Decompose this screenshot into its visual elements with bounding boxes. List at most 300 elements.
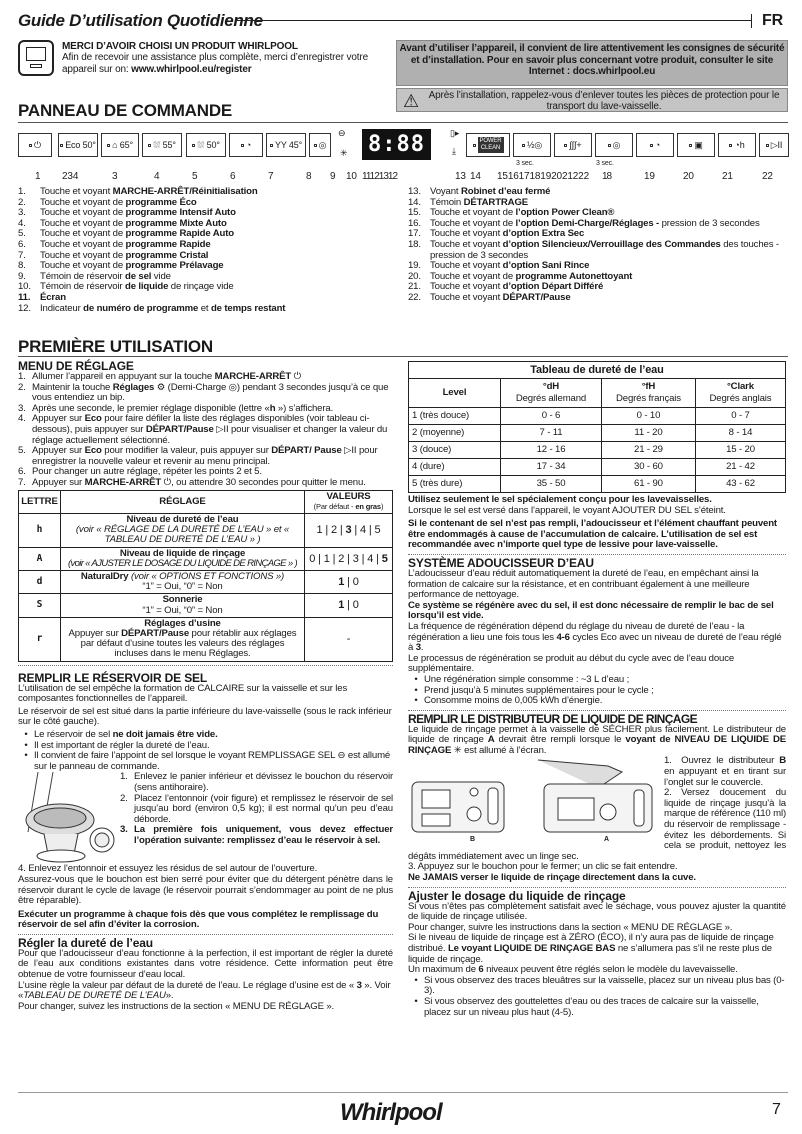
- text-run: pression de 3 secondes: [659, 217, 760, 229]
- button-led: [766, 144, 769, 147]
- bold-run: A: [487, 734, 495, 746]
- hardness-range: 61 - 90: [601, 476, 695, 493]
- self-clean-icon: ▣: [694, 139, 703, 150]
- bold-run: MARCHE-ARRÊT: [214, 371, 292, 382]
- bullet-dot: •: [414, 684, 418, 696]
- button-mixed-auto[interactable]: [142, 133, 182, 157]
- legend-item: [408, 293, 788, 304]
- button-led: [192, 144, 195, 147]
- bold-run: MARCHE-ARRÊT/Réinitialisation: [112, 186, 258, 197]
- salt-note-p1: Lorsque le sel est versé dans l’appareil, le voyant AJOUTER DU SEL s’éteint.: [408, 504, 726, 516]
- legend-text: [40, 304, 285, 315]
- rinse-heading: REMPLIR LE DISTRIBUTEUR DE LIQUIDE DE RINÇAGE: [408, 711, 698, 726]
- step-number: 3.: [120, 824, 128, 836]
- settings-menu-heading: MENU DE RÉGLAGE: [18, 359, 134, 373]
- bold-run: DÉPART/Pause: [121, 627, 190, 639]
- salt-step4: 4. Enlevez l’entonnoir et essuyez les résidus de sel autour de l’ouverture.: [18, 863, 318, 875]
- button-led: [60, 144, 63, 147]
- callout-number: 6: [230, 171, 236, 182]
- section-heading-first-use: PREMIÈRE UTILISATION: [18, 337, 213, 356]
- values-note-end: ): [380, 501, 384, 511]
- callout-number: 234: [62, 171, 79, 182]
- setting-value: 1: [338, 576, 345, 589]
- text-run: Si le niveau de liquide de rinçage est à ZÉRO (ÉCO), il n’y aura pas de liquide de rinçage distribué.: [408, 932, 774, 954]
- text-run: La fréquence de régénération dépend du réglage du niveau de dureté de l’eau - la régénération a lieu une fois tous les: [408, 620, 745, 643]
- legend-list-left: [18, 187, 398, 314]
- unit: °fH: [641, 381, 656, 392]
- divider: [18, 356, 788, 357]
- bullet-item: [408, 997, 786, 1018]
- hardness-row: [409, 442, 786, 459]
- value-sep: |: [315, 552, 324, 565]
- text-run: Touche et voyant: [40, 186, 113, 197]
- setting-options: “1” = Oui, “0” = Non: [142, 581, 223, 593]
- text-run: vide: [151, 270, 171, 282]
- callout-number: 10: [346, 171, 357, 182]
- bold-run: 6: [478, 964, 484, 976]
- step-number: 3.: [18, 402, 26, 414]
- legend-number: 8.: [18, 260, 26, 272]
- button-prewash[interactable]: [309, 133, 331, 157]
- step-number: 5.: [18, 445, 26, 457]
- transport-warning-box: [396, 88, 788, 112]
- salt-p1: L’utilisation de sel empêche la formation de CALCAIRE sur la vaisselle et sur les composantes fonctionnelles de l’appareil.: [18, 682, 348, 705]
- step-text: [134, 794, 393, 826]
- setting-title: Niveau de liquide de rinçage: [119, 547, 246, 559]
- value-sep: |: [322, 524, 332, 537]
- button-silent[interactable]: [595, 133, 633, 157]
- hold-label-silent: 3 sec.: [596, 160, 614, 167]
- button-delay-start[interactable]: [718, 133, 756, 157]
- value-sep: |: [358, 552, 368, 565]
- bold-run: Le voyant LIQUIDE DE RINÇAGE BAS: [447, 942, 616, 954]
- text-run: Touche et voyant de: [40, 207, 126, 219]
- button-sani-rinse[interactable]: [636, 133, 674, 157]
- text-run: Il est important de régler la dureté de l’eau.: [34, 739, 210, 751]
- bullet-dot: •: [24, 739, 28, 751]
- bold-run: programme Prélavage: [125, 260, 224, 272]
- setting-reference: (voir « RÉGLAGE DE LA DURETÉ DE L’EAU » et « TABLEAU DE DURETÉ DE L’EAU » ): [75, 524, 290, 546]
- button-led: [107, 144, 110, 147]
- softener-p2: [408, 622, 786, 654]
- softener-p1: L’adoucisseur d’eau réduit automatiquement la dureté de l’eau, en empêchant ainsi la formation de calcaire sur la résistance, et en contribuant également à une meilleure performance de nettoyage.: [408, 567, 759, 601]
- rinse-adjust-bullets: [408, 976, 786, 1018]
- text-run: ») s’affichera.: [275, 402, 334, 414]
- hardness-range: 30 - 60: [601, 459, 695, 476]
- value-sep: |: [344, 599, 353, 612]
- rinse-dispenser-illustration: [408, 758, 658, 848]
- bold-run: d’option Départ Différé: [502, 281, 604, 293]
- rinse-adjust-heading: Ajuster le dosage du liquide de rinçage: [408, 888, 626, 903]
- button-rapid[interactable]: [229, 133, 263, 157]
- callout-number: 21: [722, 171, 733, 182]
- bold-run: de numéro de programme: [83, 302, 199, 314]
- text-run: Témoin de réservoir: [40, 270, 125, 282]
- bullet-item: [408, 976, 786, 997]
- settings-table: [18, 490, 393, 662]
- bullet-text: Si vous observez des traces bleuâtres sur la vaisselle, placez sur un niveau plus bas (0-3).: [424, 974, 785, 997]
- setting-description: [61, 617, 305, 661]
- footer-rule: [18, 1092, 788, 1093]
- setting-value: 2: [338, 552, 345, 565]
- setting-description: [61, 513, 305, 547]
- value-sep: |: [373, 552, 382, 565]
- button-led: [608, 144, 611, 147]
- hardness-range: 8 - 14: [695, 425, 785, 442]
- button-crystal[interactable]: [266, 133, 306, 157]
- bullet-item: [408, 696, 786, 707]
- legend-number: 10.: [18, 281, 31, 293]
- text-run: Touche et voyant: [430, 281, 503, 293]
- button-led: [689, 144, 692, 147]
- rinse-step3: 3. Appuyez sur le bouchon pour le fermer; un clic se fait entendre.: [408, 861, 678, 873]
- hardness-range: 35 - 50: [501, 476, 602, 493]
- legend-text: [40, 282, 234, 293]
- col-dh: [501, 379, 602, 408]
- setting-value: 4: [360, 524, 366, 537]
- step-text: [134, 825, 393, 846]
- setting-value: 4: [367, 552, 374, 565]
- setting-letter: d: [19, 570, 61, 593]
- text-run: ✳ est allumé à l’écran.: [451, 744, 547, 756]
- bold-run: programme Mixte Auto: [125, 217, 227, 229]
- bullet-text: Consomme moins de 0,005 kWh d’énergie.: [424, 695, 603, 707]
- bold-run: l’option Demi-Charge/Réglages -: [515, 217, 660, 229]
- salt-step: [120, 825, 393, 846]
- salt-bullets: [18, 730, 393, 772]
- rinse-p1: [408, 725, 786, 757]
- hardness-table-title: Tableau de dureté de l’eau: [409, 362, 786, 379]
- bold-run: La première fois uniquement, vous devez effectuer l’opération suivante: remplissez d’eau le réservoir à sel.: [134, 824, 393, 846]
- bold-run: programme Rapide: [125, 238, 211, 250]
- rinse-adjust-p2: Pour changer, suivre les instructions dans la section « MENU DE RÉGLAGE ».: [408, 921, 733, 933]
- legend-number: 19.: [408, 260, 421, 272]
- language-code: FR: [762, 12, 784, 29]
- callout-number: 4: [154, 171, 160, 182]
- hardness-set-heading: Régler la dureté de l’eau: [18, 935, 153, 950]
- text-run: 2. Versez doucement du liquide de rinçage jusqu’à la marque de référence (110 ml) du réservoir de remplissage - évitez les débordements. Si cela se produit, nettoyez les dégâts immédiatement avec un linge sec.: [408, 787, 786, 862]
- text-run: Touche et voyant de: [40, 260, 126, 272]
- text-run: Le réservoir de sel: [34, 728, 113, 740]
- hardness-range: 0 - 6: [501, 408, 602, 425]
- softener-bullets: [408, 675, 786, 707]
- hardness-row: [409, 459, 786, 476]
- divider: [18, 665, 393, 666]
- text-run: Touche et voyant de: [40, 238, 126, 250]
- text-run: ne s’allumera pas s’il ne reste plus de liquide de rinçage.: [408, 942, 772, 965]
- bullet-item: [408, 675, 786, 686]
- text-run: en appuyant et en tirant sur l’onglet sur le couvercle.: [664, 766, 786, 788]
- unit-desc: Degrés anglais: [709, 393, 772, 404]
- legend-number: 2.: [18, 196, 26, 208]
- water-tap-indicator-icon: ▯▸: [450, 128, 460, 138]
- bold-run: DÉTARTRAGE: [463, 196, 529, 208]
- text-run: Appuyer sur: [68, 627, 122, 639]
- button-power-clean[interactable]: [466, 133, 510, 157]
- button-eco[interactable]: [58, 133, 98, 157]
- text-run: pour rétablir aux réglages par défaut d’usine toutes les valeurs des réglages incluses dans le menu Réglages.: [80, 627, 297, 660]
- text-run: .: [420, 642, 424, 654]
- legend-number: 1.: [18, 186, 26, 197]
- whirlpool-logo: Whirlpool: [340, 1099, 442, 1126]
- setting-value: 1: [323, 552, 330, 565]
- bullet-dot: •: [414, 974, 418, 986]
- salt-note-bold1: Utilisez seulement le sel spécialement conçu pour les lavevaisselles.: [408, 494, 712, 505]
- bold-run: programme Cristal: [125, 249, 209, 261]
- bold-run: B: [779, 755, 786, 767]
- button-led: [148, 144, 151, 147]
- salt-p4: Exécuter un programme à chaque fois dès que vous complétez le remplissage du réservoir de sel afin d’éviter la corrosion.: [18, 908, 379, 931]
- divider: [18, 934, 393, 935]
- button-extra-dry[interactable]: [554, 133, 592, 157]
- value-sep: |: [344, 576, 353, 589]
- text-run: Un maximum de: [408, 964, 479, 976]
- text-run: Appuyer sur: [32, 413, 85, 425]
- step-text: [32, 414, 393, 446]
- legend-number: 20.: [408, 270, 421, 282]
- salt-step: [120, 794, 393, 826]
- callout-number: 1: [35, 171, 41, 182]
- text-run: Touche et voyant de: [40, 249, 126, 261]
- text-run: des touches - pression de 3 secondes: [430, 238, 779, 261]
- page-number: 7: [772, 1101, 781, 1118]
- text-run: pour modifier la valeur, puis appuyer sur: [101, 445, 272, 457]
- values-note: (Par défaut -: [313, 501, 356, 511]
- text-run: Touche et voyant: [430, 291, 503, 303]
- text-run: Appuyer sur: [32, 476, 85, 488]
- hold-label-half-load: 3 sec.: [516, 160, 534, 167]
- text-run: Témoin: [430, 196, 464, 208]
- bullet-text: Prend jusqu’à 5 minutes supplémentaires pour le cycle ;: [424, 684, 654, 696]
- legend-text: [430, 293, 571, 304]
- menu-step: [18, 446, 393, 467]
- rinse-figure: [408, 758, 660, 848]
- button-start-pause[interactable]: [759, 133, 789, 157]
- col-level: Level: [409, 379, 501, 408]
- divider: [408, 554, 786, 555]
- hardness-row: [409, 408, 786, 425]
- salt-steps: [120, 772, 393, 864]
- bold-run: d’option Silencieux/Verrouillage des Commandes: [502, 238, 721, 250]
- rapid-icon: ◔: [245, 139, 252, 150]
- setting-value: -: [346, 633, 351, 646]
- callout-number: 8: [306, 171, 312, 182]
- text-run: de rinçage vide: [168, 281, 234, 293]
- text-run: Touche et voyant: [430, 238, 503, 250]
- hardness-range: 7 - 11: [501, 425, 602, 442]
- button-led: [29, 144, 32, 147]
- setting-values: [305, 594, 393, 617]
- section-heading-control-panel: PANNEAU DE COMMANDE: [18, 101, 233, 120]
- button-half-load[interactable]: [513, 133, 551, 157]
- hardness-set-p3: Pour changer, suivez les instructions de la section « MENU DE RÉGLAGE ».: [18, 1000, 335, 1012]
- button-led: [564, 144, 567, 147]
- button-power[interactable]: [18, 133, 52, 157]
- bullet-dot: •: [24, 728, 28, 740]
- setting-value: 1: [316, 524, 323, 537]
- button-led: [522, 144, 525, 147]
- salt-section-heading: REMPLIR LE RÉSERVOIR DE SEL: [18, 670, 208, 685]
- bold-run: DÉPART/Pause: [502, 291, 571, 303]
- bold-run: h: [269, 402, 276, 414]
- text-run: Allumer l’appareil en appuyant sur la touche: [32, 371, 215, 382]
- divider: [408, 710, 786, 711]
- setting-value: 0: [309, 552, 316, 565]
- text-run: Touche et voyant: [430, 260, 503, 272]
- legend-number: 7.: [18, 249, 26, 261]
- bold-run: programme Autonettoyant: [515, 270, 633, 282]
- text-run: Après une seconde, le premier réglage disponible (lettre «: [32, 402, 270, 414]
- setting-reference: (voir « AJUSTER LE DOSAGE DU LIQUIDE DE RINÇAGE » ): [68, 557, 297, 569]
- text-run: Appuyer sur: [32, 445, 85, 457]
- unit: °Clark: [727, 381, 754, 392]
- bullet-dot: •: [414, 673, 418, 685]
- callout-number: 15161718192021222: [497, 171, 589, 182]
- setting-values: [305, 513, 393, 547]
- button-rapid-auto[interactable]: [186, 133, 226, 157]
- legend-text: [430, 240, 788, 261]
- bold-run: ne doit jamais être vide.: [112, 728, 218, 740]
- hardness-range: 21 - 42: [695, 459, 785, 476]
- italic-run: TABLEAU DE DURETÉ DE L’EAU: [23, 990, 166, 1002]
- legend-number: 21.: [408, 281, 421, 293]
- extra-dry-icon: ∫∫∫+: [569, 139, 582, 150]
- step-number: 7.: [18, 476, 26, 488]
- hardness-range: 43 - 62: [695, 476, 785, 493]
- callout-number: 3: [112, 171, 118, 182]
- text-run: Touche et voyant: [430, 228, 503, 240]
- legend-number: 6.: [18, 238, 26, 250]
- bold-run: de liquide: [124, 281, 169, 293]
- hardness-level: 2 (moyenne): [409, 425, 501, 442]
- callout-number: 22: [762, 171, 773, 182]
- start-pause-icon: ▷II: [770, 139, 783, 150]
- bold-run: programme Rapide Auto: [125, 228, 234, 240]
- text-run: Touche et voyant de: [40, 217, 126, 229]
- prewash-icon: ◎: [318, 139, 327, 150]
- setting-values: [305, 570, 393, 593]
- callout-number: 13: [455, 171, 466, 182]
- setting-value: 5: [381, 552, 388, 565]
- warning-triangle-icon: ⚠: [403, 91, 419, 111]
- text-run: et: [198, 302, 211, 314]
- hardness-level: 4 (dure): [409, 459, 501, 476]
- register-link[interactable]: www.whirlpool.eu/register: [131, 63, 252, 75]
- settings-row: [19, 594, 393, 617]
- salt-note-bold2: Si le contenant de sel n’est pas rempli, l’adoucisseur et l’élément chauffant peuvent être endommagés à cause de l’accumulation de calcaire. L’utilisation de sel est recommandée avec n’importe quel type de lessive pour lave-vaisselle.: [408, 518, 777, 551]
- crystal-icon: ΥΥ 45°: [274, 139, 303, 150]
- bold-run: 4-6: [556, 631, 570, 643]
- setting-title: NaturalDry: [80, 570, 129, 582]
- setting-values: [305, 617, 393, 661]
- legend-list-right: [408, 187, 788, 304]
- step-text: [32, 478, 366, 489]
- setting-value: 0: [352, 599, 359, 612]
- setting-value: 2: [331, 524, 337, 537]
- salt-indicator-icon: ⊖: [338, 128, 346, 138]
- unit: °dH: [542, 381, 560, 392]
- callout-number: 11121312: [362, 171, 398, 182]
- bullet-dot: •: [414, 695, 418, 707]
- text-run: Touche et voyant de: [430, 217, 516, 229]
- value-sep: |: [336, 524, 346, 537]
- divider: [18, 122, 788, 123]
- step-text: [32, 383, 393, 404]
- title-rule-tick: [751, 14, 752, 28]
- bold-run: de temps restant: [210, 302, 286, 314]
- descale-indicator-icon: ⤓: [452, 146, 456, 156]
- button-led: [270, 144, 273, 147]
- bold-run: l’option Power Clean®: [515, 207, 615, 219]
- legend-item: [18, 282, 398, 293]
- bullet-text: Une régénération simple consomme : ~3 L d’eau ;: [424, 673, 630, 685]
- hardness-set-p1: Pour que l’adoucisseur d’eau fonctionne à la perfection, il est important de régler la dureté de l’eau aux conditions existantes dans votre résidence. Cette information peut être obtenue de votre fournisseur d’eau local.: [18, 947, 393, 981]
- menu-step: [18, 383, 393, 404]
- hardness-set-p2: [18, 981, 393, 1002]
- settings-menu-section: [18, 359, 393, 1012]
- bold-run: Eco: [84, 445, 102, 457]
- text-run: Il convient de faire l’appoint de sel lorsque le voyant REMPLISSAGE SEL ⊖ est allumé sur le panneau de commande.: [34, 750, 391, 772]
- setting-value: 1: [338, 599, 345, 612]
- button-self-clean[interactable]: [677, 133, 715, 157]
- salt-p2: Le réservoir de sel est situé dans la partie inférieure du lave-vaisselle (sous le rack inférieur sur le côté gauche).: [18, 705, 392, 728]
- settings-row: [19, 547, 393, 570]
- water-hardness-table: [408, 361, 786, 493]
- callout-number: 18: [602, 171, 612, 182]
- col-clark: [695, 379, 785, 408]
- callout-number: 19: [644, 171, 655, 182]
- value-sep: |: [351, 524, 361, 537]
- text-run: Enlevez le panier inférieur et dévissez le bouchon du réservoir (sens antihoraire).: [134, 771, 393, 793]
- step-number: 2.: [18, 381, 26, 393]
- text-run: Indicateur: [40, 302, 84, 314]
- hardness-range: 0 - 10: [601, 408, 695, 425]
- safety-warning-box: Avant d’utiliser l’appareil, il convient de lire attentivement les consignes de sécurité et d’installation. Pour en savoir plus concernant votre produit, consulter le site Internet : docs.whirlpool.eu: [396, 40, 788, 86]
- button-intensive-auto[interactable]: [101, 133, 139, 157]
- setting-desc: [63, 629, 302, 660]
- text-run: Placez l’entonnoir (voir figure) et remplissez le réservoir de sel jusqu’au bord (environ 0,5 kg); il est normal qu’un peu d’eau déborde.: [134, 792, 393, 825]
- hardness-range: 15 - 20: [695, 442, 785, 459]
- bold-run: programme Intensif Auto: [125, 207, 236, 219]
- power-icon: ⏻: [34, 139, 41, 150]
- right-column: [408, 361, 786, 1018]
- display-screen: 8:88: [362, 129, 431, 160]
- bold-run: 3: [356, 979, 362, 991]
- setting-letter: r: [19, 617, 61, 661]
- bold-run: Réglages: [112, 381, 155, 393]
- text-run: Touche et voyant de: [430, 207, 516, 219]
- hardness-row: [409, 476, 786, 493]
- text-run: Maintenir la touche: [32, 381, 113, 393]
- transport-warning-text: Après l’installation, rappelez-vous d’enlever toutes les pièces de protection pour le transport du lave-vaisselle.: [428, 90, 780, 112]
- setting-letter: h: [19, 513, 61, 547]
- intro-heading: MERCI D’AVOIR CHOISI UN PRODUIT WHIRLPOOL: [62, 41, 298, 52]
- salt-funnel-illustration: [18, 772, 118, 864]
- value-sep: |: [329, 552, 339, 565]
- setting-letter: A: [19, 547, 61, 570]
- menu-step: [18, 414, 393, 446]
- bold-run: DÉPART/ Pause: [271, 445, 342, 457]
- menu-step: [18, 478, 393, 489]
- intro-text: Afin de recevoir une assistance plus complète, merci d’enregistrer votre appareil sur on:: [62, 52, 369, 75]
- text-run: Le liquide de rinçage permet à la vaisselle de SÉCHER plus facilement. Le distributeur de liquide de rinçage: [408, 723, 786, 746]
- intensive-auto-icon: ⌂ 65°: [112, 139, 133, 150]
- setting-value: 3: [352, 552, 359, 565]
- figure-label-b: B: [470, 836, 475, 844]
- salt-step: [120, 772, 393, 793]
- setting-title: Niveau de dureté de l’eau: [126, 513, 239, 525]
- figure-label-a: A: [604, 836, 609, 844]
